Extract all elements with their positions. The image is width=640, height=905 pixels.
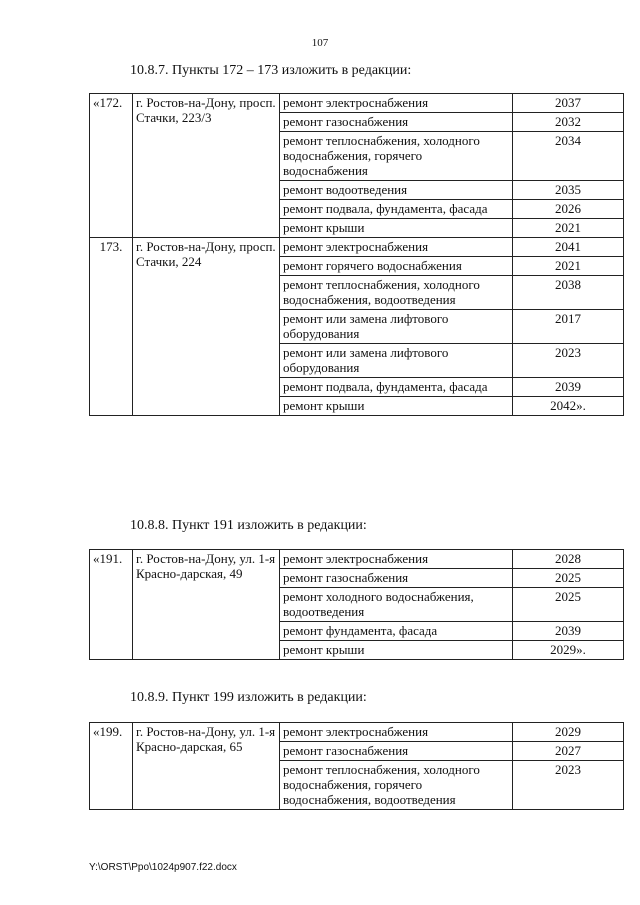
table-row (90, 550, 624, 569)
work-type: ремонт электроснабжения (280, 238, 513, 257)
table-row (90, 723, 624, 742)
page-number: 107 (311, 37, 329, 49)
work-type: ремонт газоснабжения (280, 569, 513, 588)
document-file-path: Y:\ORST\Ppo\1024p907.f22.docx (89, 862, 237, 873)
work-type: ремонт водоотведения (280, 181, 513, 200)
work-year: 2032 (513, 113, 624, 132)
section-heading-10-8-7: 10.8.7. Пункты 172 – 173 изложить в редакции: (130, 63, 412, 78)
item-number: «199. (90, 723, 133, 810)
work-year: 2021 (513, 219, 624, 238)
item-number: 173. (90, 238, 133, 416)
item-address: г. Ростов-на-Дону, просп. Стачки, 224 (133, 238, 280, 416)
work-type: ремонт холодного водоснабжения, водоотведения (280, 588, 513, 622)
repair-table-199 (89, 722, 624, 810)
work-type: ремонт фундамента, фасада (280, 622, 513, 641)
work-year: 2026 (513, 200, 624, 219)
work-year: 2042». (513, 397, 624, 416)
item-address: г. Ростов-на-Дону, просп. Стачки, 223/3 (133, 94, 280, 238)
work-year: 2035 (513, 181, 624, 200)
table-row (90, 94, 624, 113)
work-type: ремонт теплоснабжения, холодного водоснабжения, горячего водоснабжения (280, 132, 513, 181)
work-year: 2023 (513, 761, 624, 810)
work-type: ремонт электроснабжения (280, 723, 513, 742)
work-type: ремонт электроснабжения (280, 550, 513, 569)
work-type: ремонт электроснабжения (280, 94, 513, 113)
repair-table-191 (89, 549, 624, 660)
work-type: ремонт подвала, фундамента, фасада (280, 200, 513, 219)
work-year: 2025 (513, 588, 624, 622)
work-type: ремонт крыши (280, 641, 513, 660)
work-year: 2028 (513, 550, 624, 569)
work-year: 2025 (513, 569, 624, 588)
work-type: ремонт газоснабжения (280, 742, 513, 761)
section-heading-10-8-9: 10.8.9. Пункт 199 изложить в редакции: (130, 690, 367, 705)
section-heading-10-8-8: 10.8.8. Пункт 191 изложить в редакции: (130, 518, 367, 533)
table-row (90, 238, 624, 257)
work-type: ремонт крыши (280, 397, 513, 416)
work-year: 2021 (513, 257, 624, 276)
work-year: 2023 (513, 344, 624, 378)
work-type: ремонт теплоснабжения, холодного водоснабжения, горячего водоснабжения, водоотведения (280, 761, 513, 810)
work-year: 2039 (513, 378, 624, 397)
work-type: ремонт крыши (280, 219, 513, 238)
item-address: г. Ростов-на-Дону, ул. 1-я Красно-дарская, 49 (133, 550, 280, 660)
work-type: ремонт горячего водоснабжения (280, 257, 513, 276)
work-year: 2041 (513, 238, 624, 257)
work-type: ремонт или замена лифтового оборудования (280, 310, 513, 344)
repair-table-172-173 (89, 93, 624, 416)
work-type: ремонт или замена лифтового оборудования (280, 344, 513, 378)
work-year: 2037 (513, 94, 624, 113)
work-type: ремонт подвала, фундамента, фасада (280, 378, 513, 397)
work-type: ремонт газоснабжения (280, 113, 513, 132)
work-year: 2029 (513, 723, 624, 742)
item-number: «172. (90, 94, 133, 238)
work-year: 2038 (513, 276, 624, 310)
work-year: 2027 (513, 742, 624, 761)
work-type: ремонт теплоснабжения, холодного водоснабжения, водоотведения (280, 276, 513, 310)
work-year: 2017 (513, 310, 624, 344)
work-year: 2039 (513, 622, 624, 641)
work-year: 2029». (513, 641, 624, 660)
item-number: «191. (90, 550, 133, 660)
work-year: 2034 (513, 132, 624, 181)
item-address: г. Ростов-на-Дону, ул. 1-я Красно-дарская, 65 (133, 723, 280, 810)
